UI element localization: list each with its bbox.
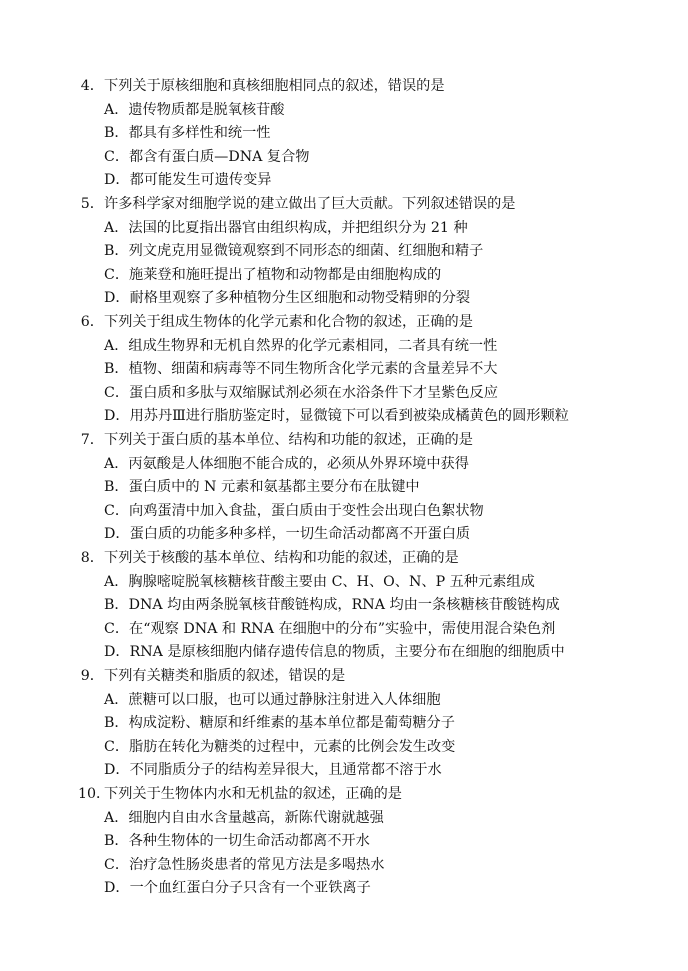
question-stem (78, 193, 678, 217)
question-4 (78, 75, 678, 193)
option-b: B．植物、细菌和病毒等不同生物所含化学元素的含量差异不大 (104, 361, 498, 378)
option-b: B．都具有多样性和统一性 (104, 125, 271, 142)
question-9 (78, 665, 678, 783)
question-stem (78, 783, 678, 807)
question-stem (78, 75, 678, 99)
option-b: B．DNA 均由两条脱氧核苷酸链构成，RNA 均由一条核糖核苷酸链构成 (104, 597, 560, 614)
option-d: D．蛋白质的功能多种多样，一切生命活动都离不开蛋白质 (104, 526, 471, 543)
question-stem (78, 429, 678, 453)
option-b: B．列文虎克用显微镜观察到不同形态的细菌、红细胞和精子 (104, 243, 484, 260)
question-text: 下列关于组成生物体的化学元素和化合物的叙述，正确的是 (104, 314, 473, 330)
question-6 (78, 311, 678, 429)
question-text: 许多科学家对细胞学说的建立做出了巨大贡献。下列叙述错误的是 (104, 196, 516, 212)
question-stem (78, 665, 678, 689)
question-text: 下列有关糖类和脂质的叙述，错误的是 (104, 668, 346, 684)
option-c: C．都含有蛋白质—DNA 复合物 (104, 148, 310, 165)
question-10 (78, 783, 678, 901)
question-stem (78, 547, 678, 571)
question-5 (78, 193, 678, 311)
question-text: 下列关于蛋白质的基本单位、结构和功能的叙述，正确的是 (104, 432, 473, 448)
question-text: 下列关于核酸的基本单位、结构和功能的叙述，正确的是 (104, 550, 459, 566)
option-b: B．构成淀粉、糖原和纤维素的基本单位都是葡萄糖分子 (104, 715, 455, 732)
question-number: 8． (80, 550, 104, 566)
option-a: A．法国的比夏指出器官由组织构成，并把组织分为 21 种 (104, 219, 468, 236)
question-text: 下列关于生物体内水和无机盐的叙述，正确的是 (104, 786, 402, 802)
option-a: A．胸腺嘧啶脱氧核糖核苷酸主要由 C、H、O、N、P 五种元素组成 (104, 573, 535, 590)
option-d: D．一个血红蛋白分子只含有一个亚铁离子 (104, 880, 371, 897)
question-number: 4． (80, 78, 104, 94)
option-d: D．用苏丹Ⅲ进行脂肪鉴定时，显微镜下可以看到被染成橘黄色的圆形颗粒 (104, 408, 569, 425)
option-d: D．都可能发生可遗传变异 (104, 172, 272, 189)
question-number: 10． (78, 786, 111, 802)
option-c: C．脂肪在转化为糖类的过程中，元素的比例会发生改变 (104, 738, 456, 755)
option-d: D．RNA 是原核细胞内储存遗传信息的物质，主要分布在细胞的细胞质中 (104, 644, 565, 661)
question-number: 7． (80, 432, 104, 448)
option-c: C．向鸡蛋清中加入食盐，蛋白质由于变性会出现白色絮状物 (104, 502, 484, 519)
option-a: A．组成生物界和无机自然界的化学元素相同，二者具有统一性 (104, 337, 498, 354)
option-b: B．各种生物体的一切生命活动都离不开水 (104, 833, 370, 850)
question-number: 9． (80, 668, 104, 684)
question-7 (78, 429, 678, 547)
option-a: A．细胞内自由水含量越高，新陈代谢就越强 (104, 809, 384, 826)
option-d: D．不同脂质分子的结构差异很大，且通常都不溶于水 (104, 762, 442, 779)
option-a: A．蔗糖可以口服，也可以通过静脉注射进入人体细胞 (104, 691, 441, 708)
question-stem (78, 311, 678, 335)
question-text: 下列关于原核细胞和真核细胞相同点的叙述，错误的是 (104, 78, 445, 94)
question-8 (78, 547, 678, 665)
option-a: A．遗传物质都是脱氧核苷酸 (104, 101, 285, 118)
option-c: C．施莱登和施旺提出了植物和动物都是由细胞构成的 (104, 266, 442, 283)
option-b: B．蛋白质中的 N 元素和氨基都主要分布在肽键中 (104, 479, 420, 496)
option-c: C．在“观察 DNA 和 RNA 在细胞中的分布”实验中，需使用混合染色剂 (104, 620, 556, 637)
question-number: 5． (80, 196, 104, 212)
option-c: C．蛋白质和多肽与双缩脲试剂必须在水浴条件下才呈紫色反应 (104, 384, 498, 401)
option-c: C．治疗急性肠炎患者的常见方法是多喝热水 (104, 856, 385, 873)
question-number: 6． (80, 314, 104, 330)
option-d: D．耐格里观察了多种植物分生区细胞和动物受精卵的分裂 (104, 290, 471, 307)
option-a: A．丙氨酸是人体细胞不能合成的，必须从外界环境中获得 (104, 455, 469, 472)
